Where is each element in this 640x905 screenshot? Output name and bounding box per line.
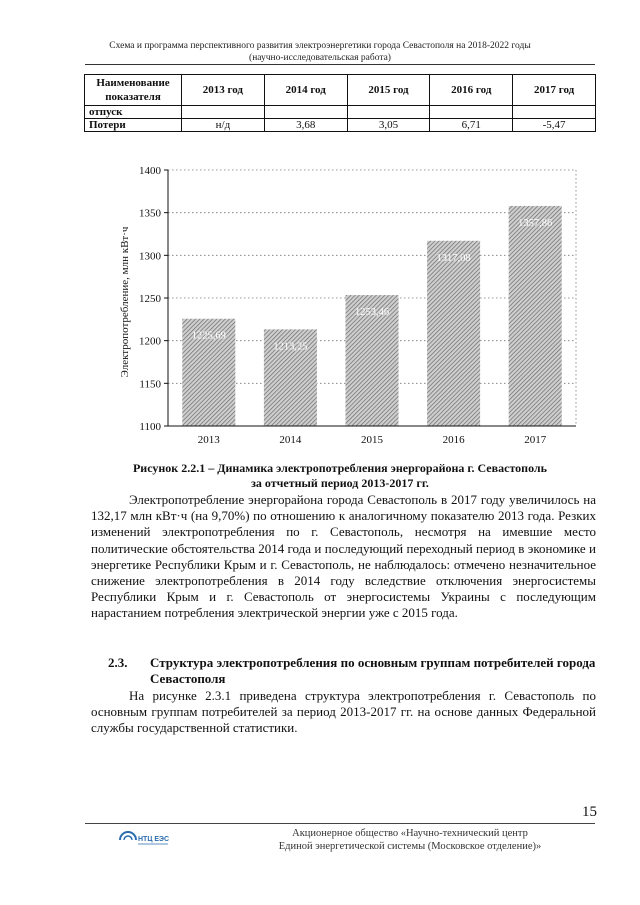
table-cell — [513, 106, 596, 119]
section-title: Структура электропотребления по основным группам потребителей города Севастополя — [150, 655, 596, 686]
table-row — [85, 106, 596, 119]
x-tick-label: 2014 — [279, 434, 302, 446]
y-tick-label: 1100 — [139, 421, 161, 433]
table-header-cell: 2017 год — [513, 75, 596, 106]
table-cell: отпуск — [85, 106, 182, 119]
logo-text: НТЦ ЕЭС — [138, 836, 170, 843]
table-cell — [347, 106, 430, 119]
bar-chart — [108, 160, 588, 450]
bar-data-label: 1317,08 — [436, 252, 471, 264]
table-cell: 3,05 — [347, 119, 430, 132]
paragraph-structure — [91, 688, 596, 737]
paragraph-1-text: Электропотребление энергорайона города Севастополь в 2017 году увеличилось на 132,17 млн кВт·ч (на 9,70%) по отношению к аналогичному показателю 2013 года. Резких изменений электропотребления по г. Севастополь, несмотря на имевшие место политические обстоятельства 2014 года и последующий переходный период в экономике и энергетике Республики Крым и г. Севастополь, не наблюдалось: отмечено незначительное снижение электропотребления в 2014 году вследствие отключения энергосистемы Республики Крым и г. Севастополь от энергосистемы Украины с последующим нарастанием потребления электрической энергии уже с 2015 года. — [91, 492, 596, 621]
running-footer — [200, 827, 620, 853]
table-cell: -5,47 — [513, 119, 596, 132]
y-tick-label: 1400 — [139, 165, 161, 177]
y-tick-label: 1250 — [139, 293, 161, 305]
consumption-chart — [108, 160, 588, 450]
table-header-cell: Наименование показателя — [85, 75, 182, 106]
y-tick-label: 1350 — [139, 207, 161, 220]
bar — [509, 206, 562, 426]
figure-caption — [84, 461, 596, 491]
footer-line-1: Акционерное общество «Научно-технический центр — [292, 828, 528, 839]
bar — [427, 241, 480, 426]
y-tick-label: 1300 — [139, 250, 161, 263]
y-axis-label: Электропотребление, млн кВт·ч — [119, 226, 131, 378]
paragraph-consumption — [91, 492, 596, 622]
caption-line-1: Рисунок 2.2.1 – Динамика электропотребления энергорайона г. Севастополь — [132, 461, 548, 475]
x-tick-label: 2013 — [197, 434, 220, 446]
table-row — [85, 119, 596, 132]
caption-line-2: за отчетный период 2013-2017 гг. — [251, 476, 429, 490]
paragraph-2-text: На рисунке 2.3.1 приведена структура электропотребления г. Севастополь по основным группам потребителей за период 2013-2017 гг. на основе данных Федеральной службы государственной статистики. — [91, 688, 596, 736]
bar-data-label: 1225,69 — [191, 330, 226, 342]
losses-table — [84, 74, 596, 132]
section-number: 2.3. — [108, 655, 128, 670]
page-number: 15 — [582, 804, 597, 820]
y-tick-label: 1200 — [139, 335, 161, 348]
x-tick-label: 2015 — [361, 434, 383, 446]
footer-line-2: Единой энергетической системы (Московское отделение)» — [278, 841, 542, 852]
table-header-cell: 2014 год — [264, 75, 347, 106]
y-tick-label: 1150 — [139, 378, 161, 391]
table-cell — [182, 106, 265, 119]
x-tick-label: 2017 — [524, 434, 547, 446]
footer-divider — [85, 823, 595, 824]
bar-data-label: 1357,86 — [518, 217, 553, 229]
bar-data-label: 1213,25 — [273, 341, 308, 353]
table-cell: Потери — [85, 119, 182, 132]
bar-data-label: 1253,46 — [354, 307, 390, 319]
header-line-2: (научно-исследовательская работа) — [249, 53, 391, 63]
table-cell: 3,68 — [264, 119, 347, 132]
table-header-row — [85, 75, 596, 106]
company-logo-icon — [116, 828, 172, 852]
running-header — [0, 40, 640, 64]
header-line-1: Схема и программа перспективного развития электроэнергетики города Севастополя на 2018-2022 годы — [109, 41, 531, 51]
table-header-cell: 2013 год — [182, 75, 265, 106]
table-cell: н/д — [182, 119, 265, 132]
table-header-cell: 2015 год — [347, 75, 430, 106]
header-divider — [85, 64, 595, 65]
table-cell: 6,71 — [430, 119, 513, 132]
table-header-cell: 2016 год — [430, 75, 513, 106]
x-tick-label: 2016 — [442, 434, 465, 446]
table-cell — [264, 106, 347, 119]
table-cell — [430, 106, 513, 119]
